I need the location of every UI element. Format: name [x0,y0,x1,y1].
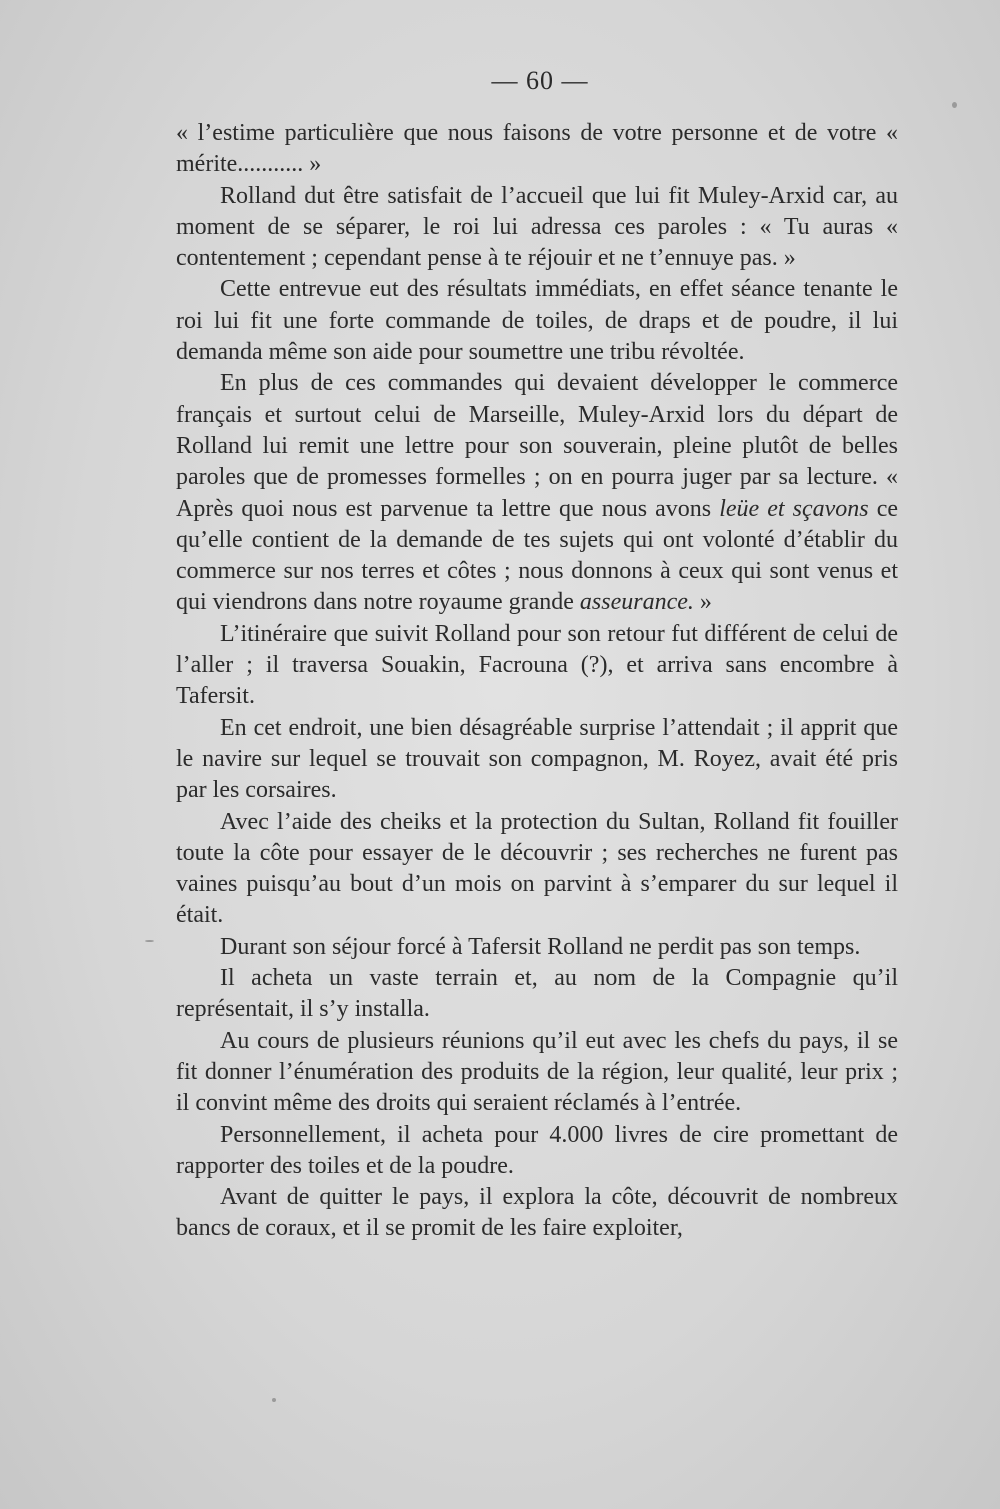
page-number: — 60 — [491,66,589,95]
paragraph-4 [176,368,898,618]
paragraph-1: « l’estime particulière que nous faisons de votre personne et de votre « mérite........... » [176,120,898,178]
paragraph-4-text-c: » [693,589,712,616]
paper-speck [145,940,154,942]
paragraph-3: Cette entrevue eut des résultats immédiats, en effet séance tenante le roi lui fit une forte commande de toiles, de draps et de poudre, il lui demanda même son aide pour soumettre une tribu révoltée. [176,276,898,366]
paragraph-4-text-a: En plus de ces commandes qui devaient développer le commerce français et surtout celui de Marseille, Muley-Arxid lors du départ de Rolland lui remit une lettre pour son souverain, pleine plutôt de belles paroles que de promesses formelles ; on en pourra juger par sa lecture. « Après quoi nous est parvenue ta lettre que nous avons [176,370,898,522]
paragraph-6: En cet endroit, une bien désagréable surprise l’attendait ; il apprit que le navire sur lequel se trouvait son compagnon, M. Royez, avait été pris par les corsaires. [176,714,898,804]
paragraph-4-italic-a: leüe et sçavons [719,495,869,522]
paragraph-9: Il acheta un vaste terrain et, au nom de la Compagnie qu’il représentait, il s’y installa. [176,965,898,1023]
paragraph-4-italic-b: asseurance. [579,589,694,616]
paper-speck [952,102,957,108]
paragraph-10: Au cours de plusieurs réunions qu’il eut avec les chefs du pays, il se fit donner l’énumération des produits de la région, leur qualité, leur prix ; il convint même des droits qui seraient réclamés à l’entrée. [176,1027,898,1117]
paragraph-7: Avec l’aide des cheiks et la protection du Sultan, Rolland fit fouiller toute la côte pour essayer de le découvrir ; ses recherches ne furent pas vaines puisqu’au bout d’un mois on parvint à s’emparer du sur lequel il était. [176,808,898,929]
paper-speck [272,1398,276,1402]
paragraph-2: Rolland dut être satisfait de l’accueil que lui fit Muley-Arxid car, au moment de se séparer, le roi lui adressa ces paroles : « Tu auras « contentement ; cependant pense à te réjouir et ne t’ennuye pas. » [176,182,898,272]
paragraph-11: Personnellement, il acheta pour 4.000 livres de cire promettant de rapporter des toiles et de la poudre. [176,1121,898,1179]
paragraph-4-text-b: ce qu’elle contient de la demande de tes sujets qui ont volonté d’établir du commerce sur nos terres et côtes ; nous donnons à ceux qui sont venus et qui viendrons dans notre royaume grande [176,495,898,616]
paragraph-5: L’itinéraire que suivit Rolland pour son retour fut différent de celui de l’aller ; il traversa Souakin, Facrouna (?), et arriva sans encombre à Tafersit. [176,620,898,710]
body-text [176,118,898,1245]
paragraph-8: Durant son séjour forcé à Tafersit Rolland ne perdit pas son temps. [220,933,861,960]
paragraph-12: Avant de quitter le pays, il explora la côte, découvrit de nombreux bancs de coraux, et il se promit de les faire exploiter, [176,1184,898,1242]
